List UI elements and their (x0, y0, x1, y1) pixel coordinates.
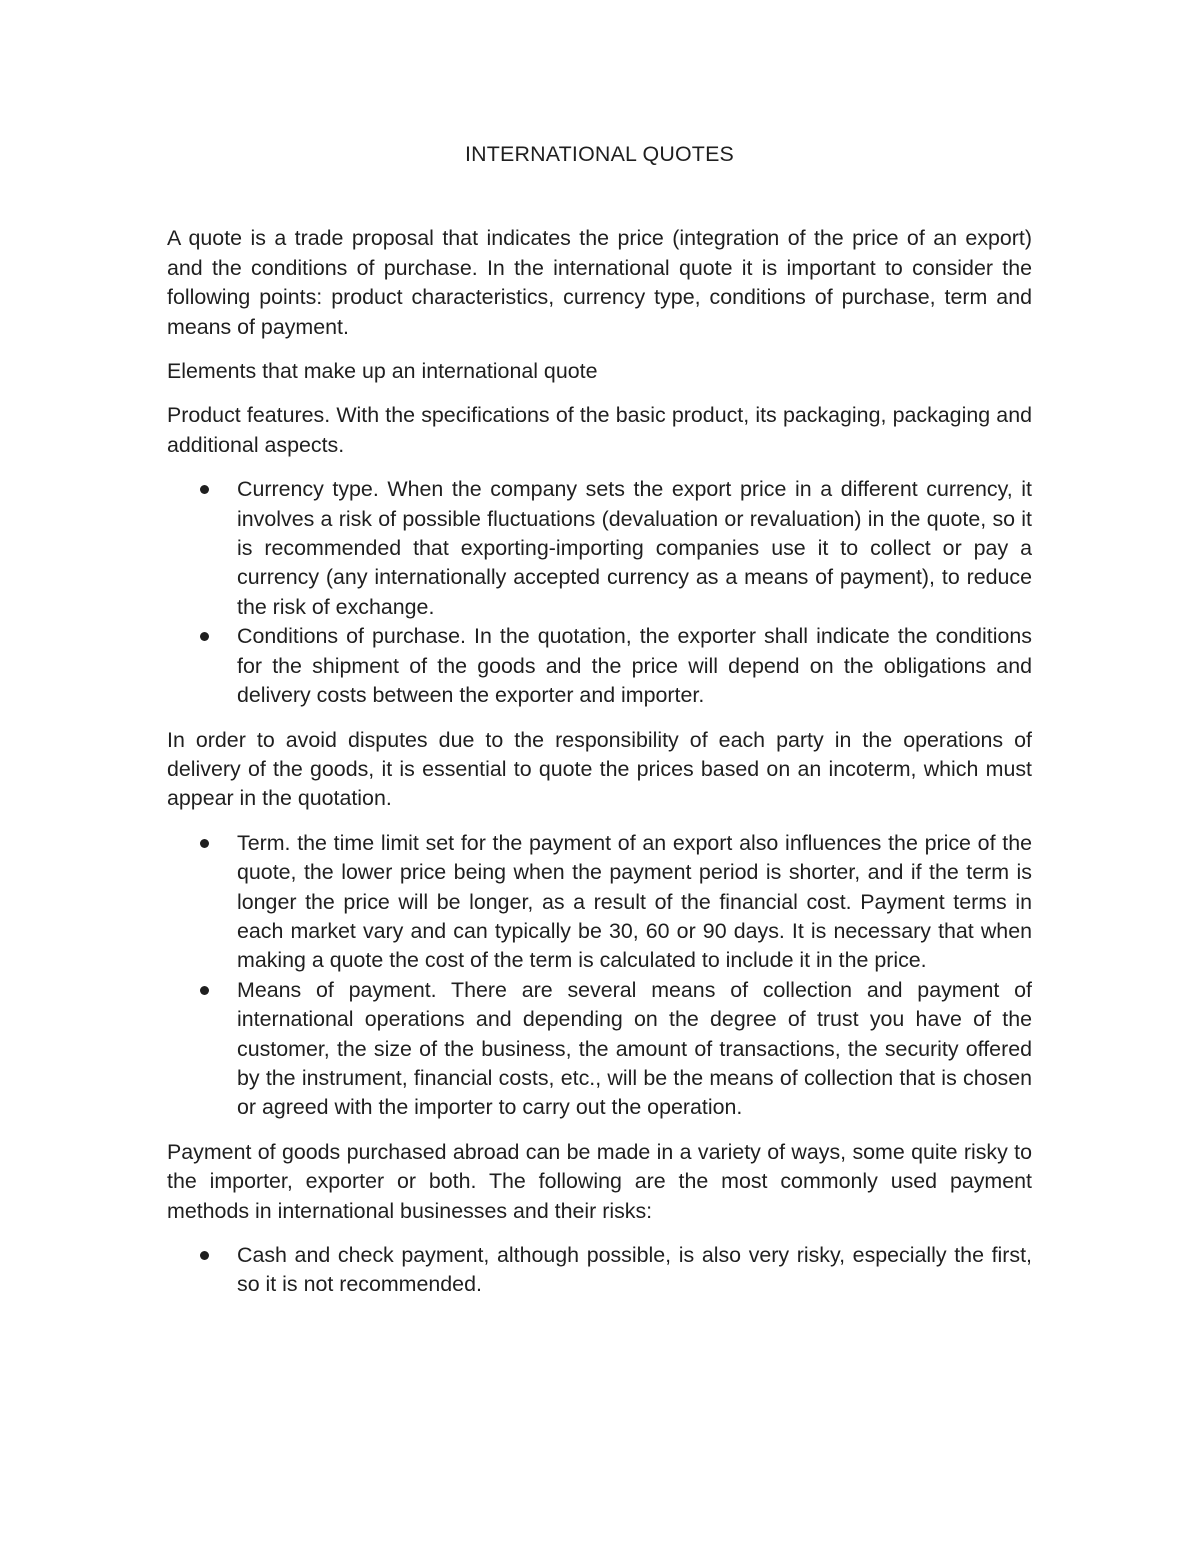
list-item-text: Means of payment. There are several means of collection and payment of international operations and depending on the degree of trust you have of the customer, the size of the business, the amount of transactions, the security offered by the instrument, financial costs, etc., will be the means of collection that is chosen or agreed with the importer to carry out the operation. (237, 977, 1032, 1120)
bullet-icon (200, 485, 209, 494)
bullet-icon (200, 1251, 209, 1260)
list-item (167, 1241, 1032, 1300)
list-item (167, 829, 1032, 976)
bullet-icon (200, 839, 209, 848)
bullet-list-term-means (167, 829, 1032, 1123)
intro-paragraph: A quote is a trade proposal that indicates the price (integration of the price of an export) and the conditions of purchase. In the international quote it is important to consider the following points: product characteristics, currency type, conditions of purchase, term and means of payment. (167, 226, 1032, 339)
bullet-list-payment-methods (167, 1241, 1032, 1300)
document-title: INTERNATIONAL QUOTES (464, 142, 735, 166)
elements-heading: Elements that make up an international quote (167, 359, 598, 384)
list-item-text: Term. the time limit set for the payment of an export also influences the price of the quote, the lower price being when the payment period is shorter, and if the term is longer the price will be longer, as a result of the financial cost. Payment terms in each market vary and can typically be 30, 60 or 90 days. It is necessary that when making a quote the cost of the term is calculated to include it in the price. (237, 830, 1032, 973)
document-body (167, 140, 1032, 1315)
list-item-text: Currency type. When the company sets the export price in a different currency, it involves a risk of possible fluctuations (devaluation or revaluation) in the quote, so it is recommended that exporting-importing companies use it to collect or pay a currency (any internationally accepted currency as a means of payment), to reduce the risk of exchange. (237, 477, 1032, 619)
product-features-paragraph: Product features. With the specifications of the basic product, its packaging, packaging and additional aspects. (167, 403, 1032, 457)
list-item-text: Cash and check payment, although possible, is also very risky, especially the first, so it is not recommended. (237, 1243, 1032, 1297)
disputes-paragraph: In order to avoid disputes due to the responsibility of each party in the operations of delivery of the goods, it is essential to quote the prices based on an incoterm, which must appear in the quotation. (167, 727, 1032, 811)
bullet-icon (200, 986, 209, 995)
list-item (167, 475, 1032, 622)
list-item (167, 622, 1032, 710)
list-item (167, 976, 1032, 1123)
payment-intro-paragraph: Payment of goods purchased abroad can be made in a variety of ways, some quite risky to the importer, exporter or both. The following are the most commonly used payment methods in international businesses and their risks: (167, 1139, 1032, 1223)
bullet-list-currency-conditions (167, 475, 1032, 710)
bullet-icon (200, 632, 209, 641)
list-item-text: Conditions of purchase. In the quotation, the exporter shall indicate the conditions for the shipment of the goods and the price will depend on the obligations and delivery costs between the exporter and importer. (237, 624, 1032, 708)
